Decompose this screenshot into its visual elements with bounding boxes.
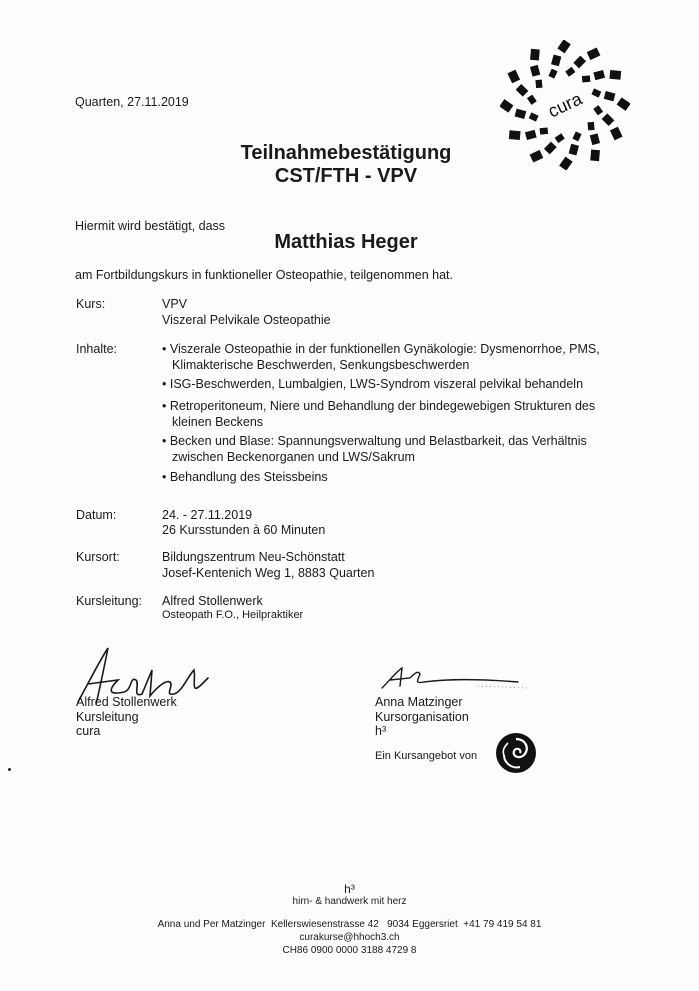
logo-tile bbox=[569, 144, 579, 156]
logo-tile bbox=[587, 47, 601, 60]
logo-tile bbox=[593, 70, 605, 80]
inhalte-item: • Behandlung des Steissbeins bbox=[162, 470, 328, 484]
logo-tile bbox=[507, 70, 520, 84]
footer-tagline: hirn- & handwerk mit herz bbox=[292, 896, 407, 907]
place-date: Quarten, 27.11.2019 bbox=[75, 95, 189, 109]
logo-tile bbox=[530, 65, 540, 77]
footer-logo: h³ bbox=[344, 882, 355, 896]
kursort-line2: Josef-Kentenich Weg 1, 8883 Quarten bbox=[162, 566, 375, 580]
logo-tile bbox=[572, 131, 581, 141]
logo-tile bbox=[525, 130, 537, 140]
right-signer-role: Kursorganisation bbox=[375, 710, 469, 724]
logo-tile bbox=[527, 95, 537, 105]
inhalte-label: Inhalte: bbox=[76, 342, 118, 356]
inhalte-item: • ISG-Beschwerden, Lumbalgien, LWS-Syndrom viszeral pelvikal behandeln bbox=[162, 377, 584, 391]
logo-tile bbox=[551, 55, 561, 67]
logo-tile bbox=[529, 112, 539, 121]
logo-tile bbox=[602, 113, 615, 126]
kursort-line1: Bildungszentrum Neu-Schönstatt bbox=[162, 550, 345, 564]
signature-matzinger bbox=[378, 664, 538, 694]
footer-email: curakurse@hhoch3.ch bbox=[299, 932, 400, 943]
document-subtitle: CST/FTH - VPV bbox=[274, 165, 418, 187]
kursleitung-line1: Alfred Stollenwerk bbox=[162, 594, 263, 608]
kursort-label: Kursort: bbox=[76, 550, 120, 564]
participant-name: Matthias Heger bbox=[274, 231, 418, 253]
logo-tile bbox=[588, 122, 595, 131]
logo-tile bbox=[610, 127, 623, 141]
logo-tile bbox=[590, 133, 600, 145]
logo-tile bbox=[555, 133, 565, 143]
logo-tile bbox=[516, 84, 529, 97]
logo-tile bbox=[573, 56, 586, 69]
document-title: Teilnahmebestätigung bbox=[240, 142, 452, 164]
logo-tile bbox=[590, 149, 600, 161]
left-signer-org: cura bbox=[76, 724, 101, 738]
logo-tile bbox=[515, 109, 527, 119]
speck bbox=[8, 768, 11, 771]
footer-address: Anna und Per Matzinger Kellerswiesenstrasse 42 9034 Eggersriet +41 79 419 54 81 bbox=[157, 919, 542, 930]
kurs-label: Kurs: bbox=[76, 297, 106, 311]
logo-tile bbox=[509, 130, 521, 140]
course-sentence: am Fortbildungskurs in funktioneller Osteopathie, teilgenommen hat. bbox=[75, 268, 453, 282]
inhalte-item: • Retroperitoneum, Niere und Behandlung der bindegewebigen Strukturen des kleinen Beckens bbox=[162, 399, 596, 429]
datum-line1: 24. - 27.11.2019 bbox=[162, 508, 253, 522]
datum-line2: 26 Kursstunden à 60 Minuten bbox=[162, 523, 326, 537]
logo-tile bbox=[500, 99, 513, 113]
logo-tile bbox=[548, 69, 557, 79]
kurs-line2: Viszeral Pelvikale Osteopathie bbox=[162, 313, 331, 327]
footer-iban: CH86 0900 0000 3188 4729 8 bbox=[282, 945, 417, 956]
kursleitung-line2: Osteopath F.O., Heilpraktiker bbox=[162, 609, 304, 621]
h3-swirl-logo bbox=[494, 731, 538, 775]
inhalte-item: • Viszerale Osteopathie in der funktionellen Gynäkologie: Dysmenorrhoe, PMS, Klimakterische Beschwerden, Senkungsbeschwerden bbox=[162, 342, 600, 372]
datum-label: Datum: bbox=[76, 508, 117, 522]
kurs-line1: VPV bbox=[162, 297, 188, 311]
offer-text: Ein Kursangebot von bbox=[375, 750, 478, 762]
intro-text: Hiermit wird bestätigt, dass bbox=[75, 219, 226, 233]
logo-tile bbox=[591, 88, 601, 97]
logo-tile bbox=[557, 40, 571, 53]
right-signer-name: Anna Matzinger bbox=[375, 695, 463, 709]
logo-tile bbox=[535, 80, 542, 89]
logo-tile bbox=[609, 70, 621, 80]
logo-word: cura bbox=[544, 88, 586, 122]
logo-tile bbox=[559, 157, 573, 170]
inhalte-item: • Becken und Blase: Spannungsverwaltung und Belastbarkeit, das Verhältnis zwischen Beckenorganen und LWS/Sakrum bbox=[162, 434, 587, 464]
logo-tile bbox=[617, 97, 630, 111]
logo-tile bbox=[530, 49, 540, 61]
logo-tile bbox=[593, 105, 603, 115]
logo-tile bbox=[565, 67, 575, 77]
kursleitung-label: Kursleitung: bbox=[76, 594, 143, 608]
logo-tile bbox=[582, 75, 591, 82]
logo-tile bbox=[540, 128, 549, 135]
left-signer-role: Kursleitung bbox=[76, 710, 139, 724]
left-signer-name: Alfred Stollenwerk bbox=[76, 695, 177, 709]
right-signer-org: h³ bbox=[375, 724, 387, 738]
logo-tile bbox=[604, 91, 616, 101]
